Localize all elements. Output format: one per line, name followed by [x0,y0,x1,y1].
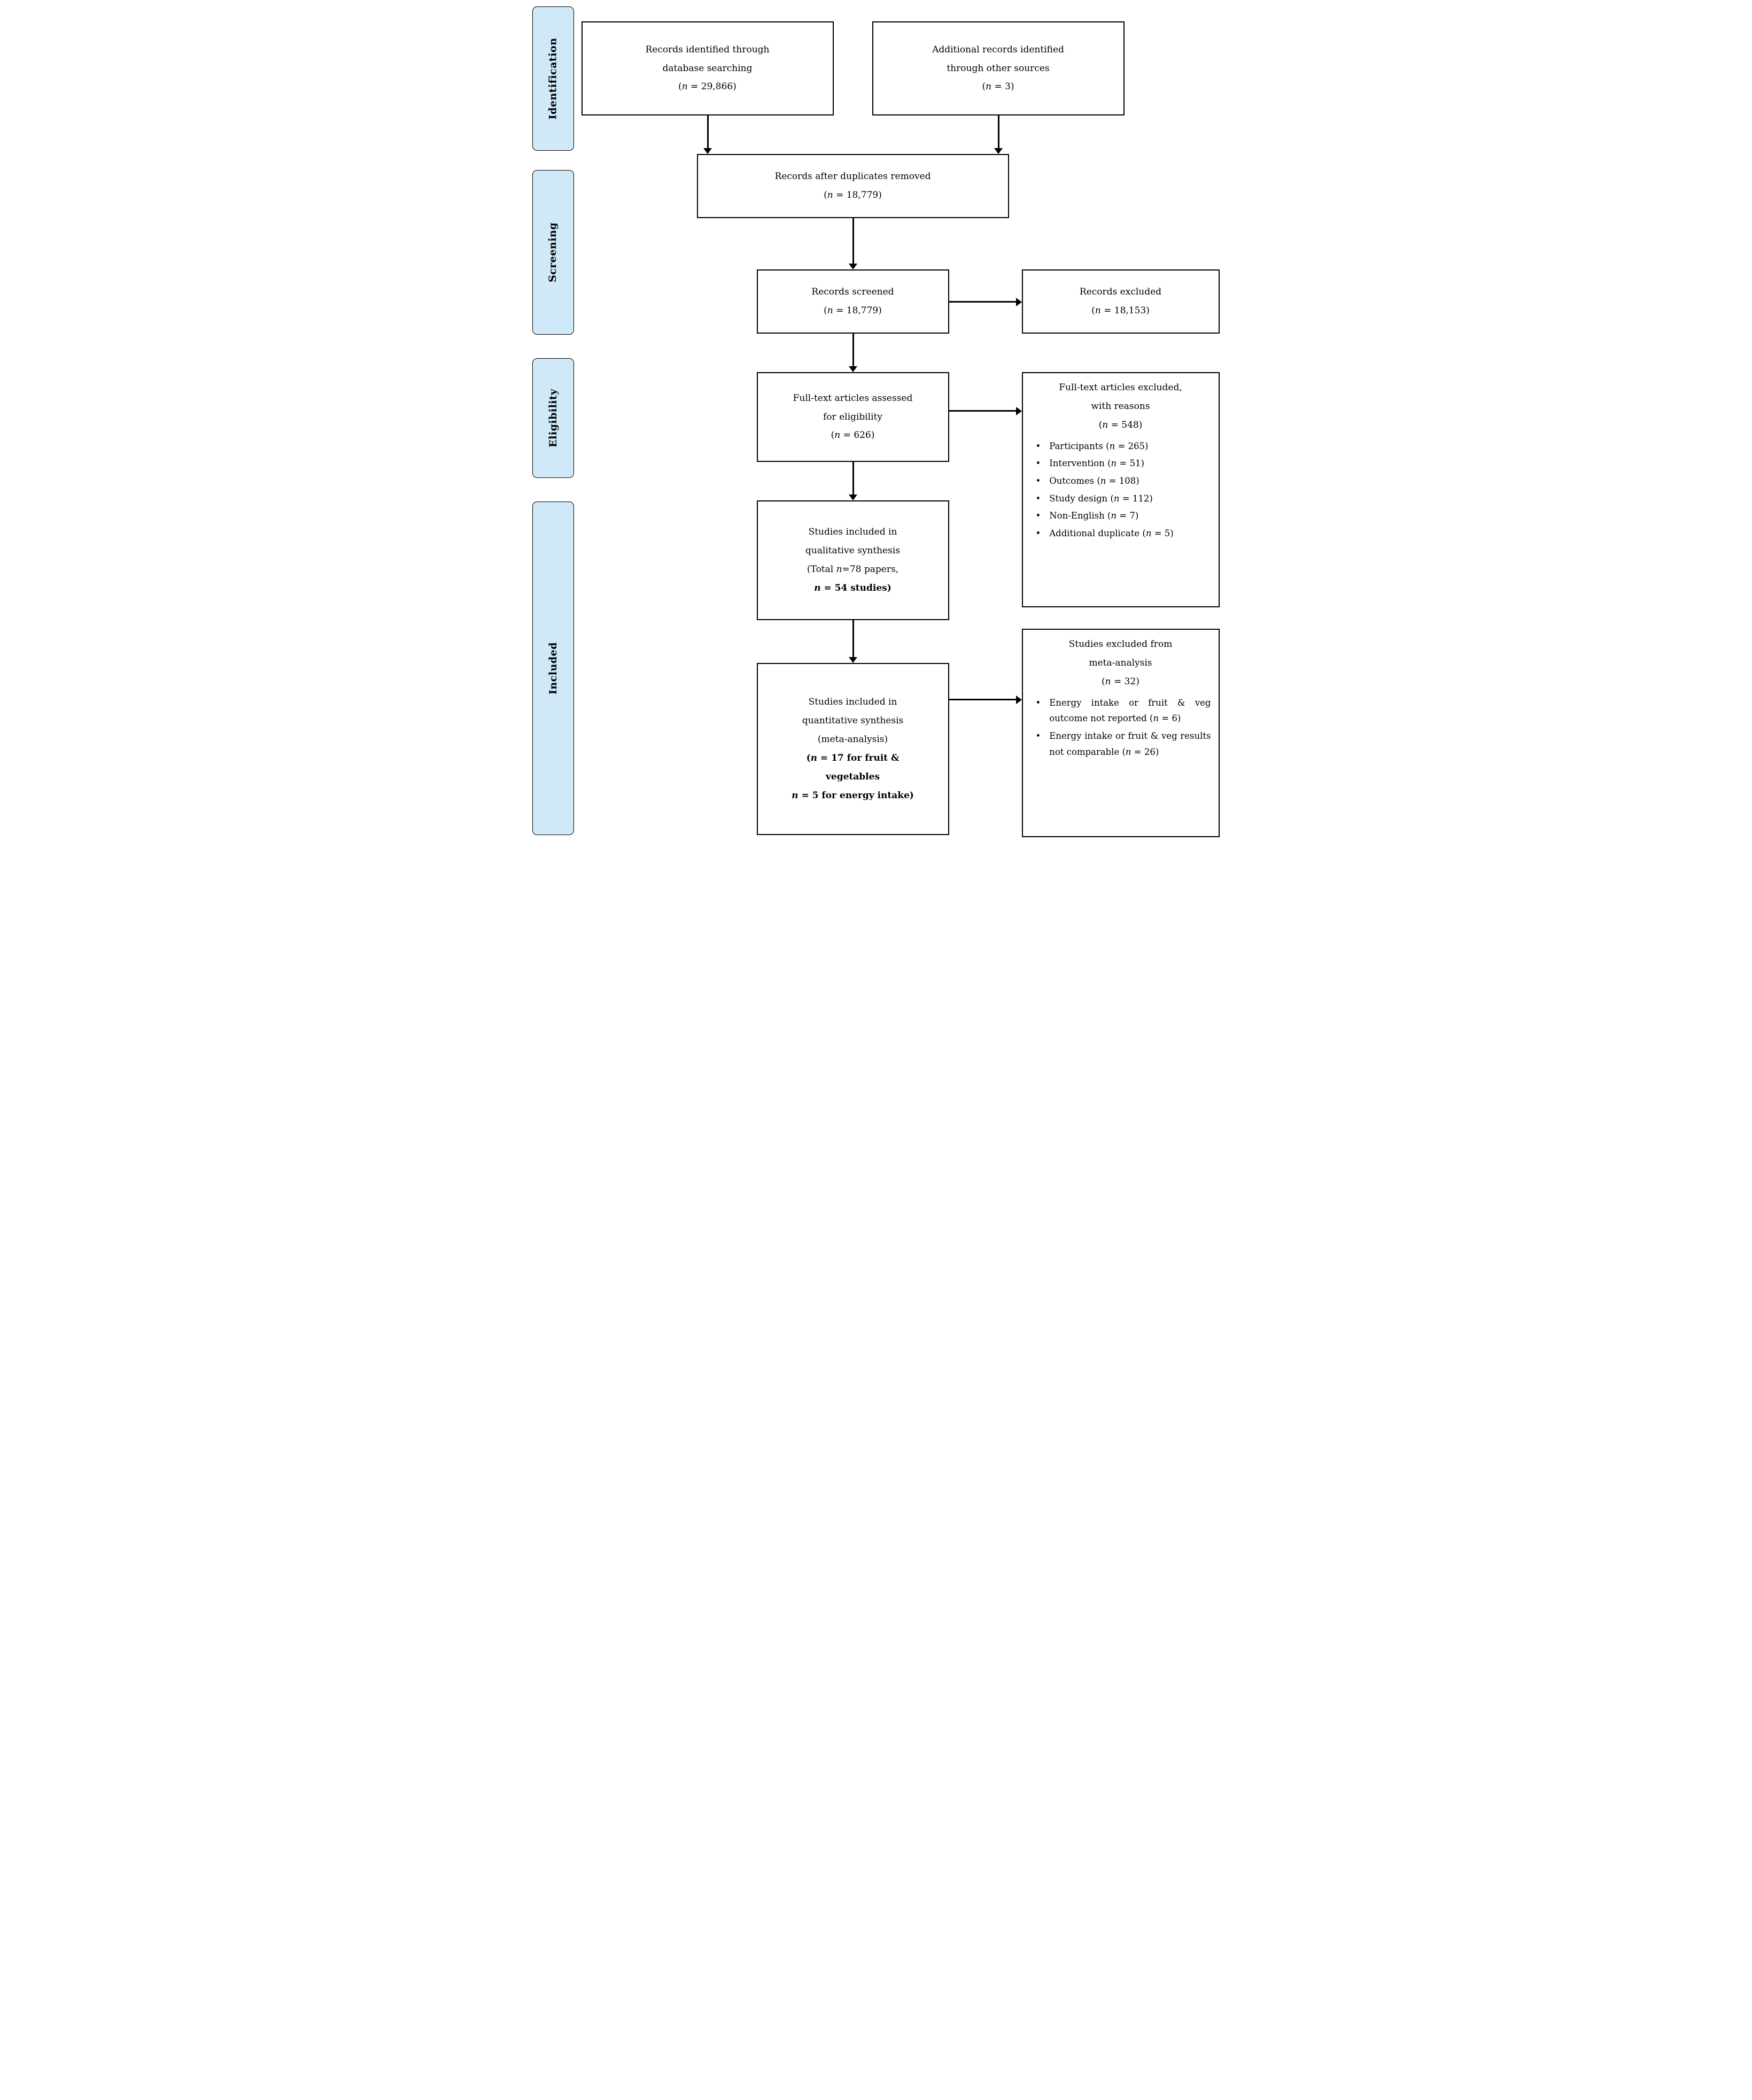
bullet-text: Outcomes (n = 108) [1049,475,1139,486]
box-text-line: Full-text articles assessed [793,392,913,404]
box-text-line: n = 5 for energy intake) [792,790,914,801]
arrow-database-to-dedup-icon [707,115,709,149]
bullet-item [1036,508,1211,524]
box-text-line: Full-text articles excluded, [1059,382,1182,393]
box-text-line: for eligibility [823,411,882,422]
bullet-text: Energy intake or fruit & veg outcome not reported (n = 6) [1049,697,1211,724]
box-text-line: database searching [662,63,753,74]
stage-box-eligibility [532,358,574,478]
box-text-line: (n = 626) [831,430,875,441]
bullet-item [1036,455,1211,472]
box-additional-records-other-sources [872,21,1125,115]
box-text-line: vegetables [826,771,880,782]
box-records-after-duplicates-removed [697,154,1009,218]
box-fulltext-excluded-with-reasons [1022,372,1220,607]
arrow-screened-to-excluded-icon [949,301,1017,303]
bullet-dot-icon: • [1035,458,1041,469]
box-text-line: Records identified through [645,44,770,55]
box-text-line: Records after duplicates removed [774,171,931,182]
box-text-line: through other sources [947,63,1050,74]
box-text-line: Studies included in [808,527,897,538]
arrow-fulltext-to-excluded-icon [949,410,1017,412]
meta-excluded-header [1028,635,1213,691]
box-text-line: quantitative synthesis [802,715,904,727]
bullet-item [1036,491,1211,507]
box-text-line: Studies excluded from [1068,639,1173,650]
arrow-screened-to-fulltext-icon [852,334,854,367]
box-text-line: (n = 29,866) [678,81,737,92]
bullet-text: Additional duplicate (n = 5) [1049,528,1174,538]
box-text-line: n = 54 studies) [814,582,891,593]
box-text-line: (n = 548) [1098,419,1143,430]
bullet-dot-icon: • [1035,528,1041,538]
bullet-item [1036,695,1211,727]
box-text-line: Records excluded [1079,287,1162,298]
box-text-line: (Total n=78 papers, [807,564,899,575]
bullet-text: Participants (n = 265) [1049,441,1149,451]
box-text-line: (n = 18,153) [1091,305,1150,316]
bullet-dot-icon: • [1035,697,1041,708]
fulltext-excluded-reasons-list [1028,435,1213,543]
bullet-text: Intervention (n = 51) [1049,458,1144,469]
stage-label-included: Included [547,642,559,694]
bullet-dot-icon: • [1035,475,1041,486]
bullet-text: Non-English (n = 7) [1049,511,1139,521]
arrow-quantitative-to-meta-excluded-icon [949,699,1017,700]
bullet-item [1036,728,1211,760]
box-text-line: (n = 17 for fruit & [806,753,900,763]
bullet-dot-icon: • [1035,441,1041,451]
box-text-line: (n = 3) [982,81,1014,92]
bullet-dot-icon: • [1035,511,1041,521]
fulltext-excluded-header [1028,379,1213,435]
stage-label-eligibility: Eligibility [547,389,559,447]
arrow-dedup-to-screened-icon [852,218,854,264]
bullet-dot-icon: • [1035,493,1041,504]
stage-box-identification [532,6,574,151]
stage-box-screening [532,170,574,335]
bullet-dot-icon: • [1035,730,1041,741]
bullet-text: Energy intake or fruit & veg results not comparable (n = 26) [1049,730,1211,757]
arrow-other-sources-to-dedup-icon [998,115,999,149]
box-records-screened [757,269,949,334]
prisma-flow-diagram [526,0,1227,845]
box-text-line: (n = 18,779) [824,190,882,200]
box-text-line: meta-analysis [1089,657,1152,668]
bullet-text: Study design (n = 112) [1049,493,1153,504]
box-text-line: (n = 18,779) [824,305,882,316]
bullet-item [1036,438,1211,454]
box-records-identified-database [582,21,834,115]
meta-excluded-reasons-list [1028,691,1213,762]
box-text-line: with reasons [1091,400,1150,412]
box-studies-excluded-meta-analysis [1022,629,1220,837]
stage-label-identification: Identification [547,37,559,120]
box-text-line: Records screened [811,287,894,298]
box-qualitative-synthesis [757,500,949,620]
box-records-excluded [1022,269,1220,334]
box-fulltext-assessed [757,372,949,462]
box-text-line: Additional records identified [932,44,1064,55]
bullet-item [1036,473,1211,489]
bullet-item [1036,526,1211,542]
box-text-line: (n = 32) [1102,676,1139,687]
arrow-fulltext-to-qualitative-icon [852,462,854,495]
box-text-line: Studies included in [808,697,897,708]
arrow-qualitative-to-quantitative-icon [852,620,854,658]
stage-box-included [532,501,574,835]
box-text-line: (meta-analysis) [817,734,888,745]
box-text-line: qualitative synthesis [805,545,901,557]
box-quantitative-synthesis [757,663,949,835]
stage-label-screening: Screening [547,222,559,283]
